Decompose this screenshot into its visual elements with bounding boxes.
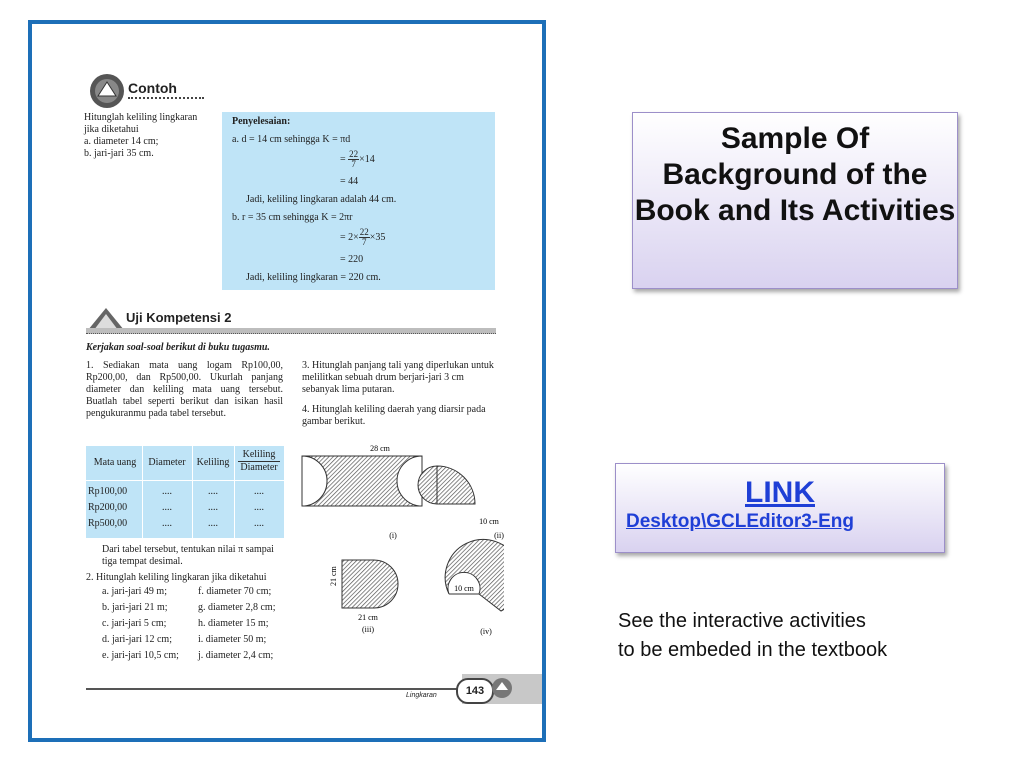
- fig1-width-label: 28 cm: [370, 444, 390, 453]
- uji-kompetensi-title: Uji Kompetensi 2: [126, 310, 232, 325]
- table-cell: ....: [208, 486, 218, 497]
- solution-box: [222, 112, 495, 290]
- footer-divider: [86, 688, 458, 690]
- table-followup-text: Dari tabel tersebut, tentukan nilai π sampai tiga tempat desimal.: [102, 544, 274, 567]
- exercise-instruction: Kerjakan soal-soal berikut di buku tugasmu.: [86, 342, 270, 353]
- list-item: a. jari-jari 49 m; f. diameter 70 cm;: [102, 586, 272, 597]
- solution-heading: Penyelesaian:: [232, 116, 291, 127]
- question-2: 2. Hitunglah keliling lingkaran jika diketahui: [86, 572, 267, 583]
- solution-b-line3: = 220: [340, 254, 364, 265]
- question-2-list: [102, 586, 292, 666]
- question-1: 1. Sediakan mata uang logam Rp100,00, Rp200,00, dan Rp500,00. Ukurlah panjang diameter dan keliling mata uang tersebut. Buatlah tabel seperti berikut dan isikan hasil pengukuranmu pada tabel tersebut.: [86, 360, 283, 419]
- list-item: e. jari-jari 10,5 cm; j. diameter 2,4 cm;: [102, 650, 274, 661]
- table-cell: ....: [162, 518, 172, 529]
- contoh-icon: [88, 72, 126, 110]
- footer-decoration-icon: [490, 676, 514, 700]
- coin-table: [86, 446, 284, 538]
- table-cell: ....: [254, 486, 264, 497]
- solution-a-line2: = $\frac{22}{7}$ ×14: [340, 149, 375, 169]
- solution-a-line1: a. d = 14 cm sehingga K = πd: [232, 134, 351, 145]
- solution-a-line3: = 44: [340, 176, 359, 187]
- footer-chapter-label: Lingkaran: [406, 692, 437, 699]
- table-row-label: Rp100,00: [88, 486, 128, 497]
- link-callout: [615, 463, 945, 553]
- caption-line-1: See the interactive activities: [618, 610, 866, 632]
- table-cell: ....: [208, 518, 218, 529]
- list-item: d. jari-jari 12 cm; i. diameter 50 m;: [102, 634, 267, 645]
- caption-text: [618, 607, 978, 665]
- caption-line-2: to be embeded in the textbook: [618, 639, 888, 661]
- table-row-label: Rp200,00: [88, 502, 128, 513]
- solution-a-line4: Jadi, keliling lingkaran adalah 44 cm.: [246, 194, 397, 205]
- fig4-dim-label: 10 cm: [454, 584, 474, 593]
- uji-divider: [86, 328, 496, 334]
- table-header-mata-uang: Mata uang: [93, 457, 137, 468]
- question-4: 4. Hitunglah keliling daerah yang diarsir pada gambar berikut.: [302, 404, 486, 427]
- shaded-region-figures: [294, 436, 504, 636]
- title-callout: [632, 112, 958, 289]
- table-header-diameter: Diameter: [148, 457, 186, 468]
- link-path[interactable]: Desktop\GCLEditor3-Eng: [626, 511, 855, 532]
- table-cell: ....: [254, 518, 264, 529]
- table-cell: ....: [162, 486, 172, 497]
- slide-title: Sample Of Background of the Book and Its Activities: [634, 122, 956, 227]
- table-cell: ....: [208, 502, 218, 513]
- page-number-badge: 143: [456, 678, 494, 704]
- fig2-dim-label: 10 cm: [479, 517, 499, 526]
- list-item: b. jari-jari 21 m; g. diameter 2,8 cm;: [102, 602, 276, 613]
- fig2-label: (ii): [494, 531, 504, 540]
- fig4-label: (iv): [480, 627, 492, 636]
- solution-b-line2: = 2× $\frac{22}{7}$ ×35: [340, 227, 386, 247]
- contoh-divider: [128, 97, 204, 99]
- example-question: Hitunglah keliling lingkaran jika diketahui a. diameter 14 cm; b. jari-jari 35 cm.: [84, 112, 198, 159]
- table-cell: ....: [254, 502, 264, 513]
- list-item: c. jari-jari 5 cm; h. diameter 15 m;: [102, 618, 269, 629]
- fig3-height-label: 21 cm: [329, 566, 338, 586]
- solution-b-line1: b. r = 35 cm sehingga K = 2πr: [232, 212, 353, 223]
- table-header-ratio: Keliling Diameter: [234, 449, 284, 474]
- question-3: 3. Hitunglah panjang tali yang diperlukan untuk melilitkan sebuah drum berjari-jari 3 cm sebanyak lima putaran.: [302, 360, 494, 395]
- link-title[interactable]: LINK: [745, 476, 815, 509]
- fig1-label: (i): [389, 531, 397, 540]
- table-row-label: Rp500,00: [88, 518, 128, 529]
- fig3-width-label: 21 cm: [358, 613, 378, 622]
- solution-b-line4: Jadi, keliling lingkaran = 220 cm.: [246, 272, 381, 283]
- fig3-label: (iii): [362, 625, 374, 634]
- table-cell: ....: [162, 502, 172, 513]
- contoh-title: Contoh: [128, 80, 177, 96]
- table-header-keliling: Keliling: [196, 457, 230, 468]
- textbook-page: [28, 20, 546, 742]
